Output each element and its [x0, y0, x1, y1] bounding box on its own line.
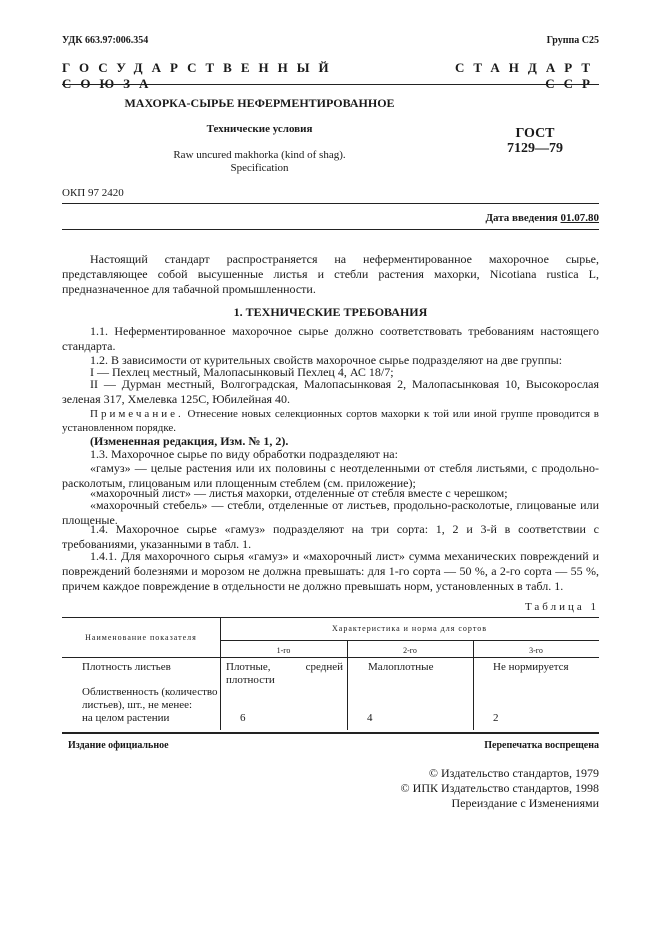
table-row-name: на целом растении [82, 712, 170, 724]
stem-definition: «махорочный стебель» — стебли, отделенные от листьев, продольно-расколотые, глицованые или площеные. [62, 498, 599, 527]
date-rule [62, 229, 599, 230]
table-col-name-header: Наименование показателя [85, 633, 197, 642]
footer-rule [62, 732, 599, 734]
introduction-date [485, 212, 599, 224]
okp-rule [62, 203, 599, 204]
clause-1-1: 1.1. Неферментированное махорочное сырье должно соответствовать требованиям настоящего стандарта. [62, 324, 599, 353]
clause-1-4: 1.4. Махорочное сырье «гамуз» подразделяют на три сорта: 1, 2 и 3-й в соответствии с требованиями, указанными в табл. 1. [62, 522, 599, 551]
table-cell: Плотные, средней плотности [226, 661, 343, 686]
gamuz-definition: «гамуз» — целые растения или их половины с неотделенными от стебля листьями, с продольно-расколотым, глицованым или площенным стеблем (см. приложение); [62, 461, 599, 490]
table-top-rule [62, 617, 599, 618]
gost-label: ГОСТ [515, 126, 555, 141]
document-subtitle: Технические условия [206, 123, 313, 135]
table-cell: 4 [367, 712, 373, 724]
table-group-rule [220, 640, 599, 641]
clause-1-4-1: 1.4.1. Для махорочного сырья «гамуз» и «махорочный лист» сумма механических повреждений и повреждений болезнями и морозом не должна превышать: для 1-го сорта — 50 %, а 2-го сорта — 55 %, причем каждое повреждение в отдельности не должно превышать норм, установленных в табл. 1. [62, 549, 599, 593]
table-cell: 2 [493, 712, 499, 724]
header-rule [62, 84, 599, 85]
leaf-definition: «махорочный лист» — листья махорки, отделенные от стебля вместе с черешком; [90, 486, 508, 500]
edition-note: (Измененная редакция, Изм. № 1, 2). [90, 434, 289, 448]
copyright-1998: © ИПК Издательство стандартов, 1998 [400, 781, 599, 795]
english-title-line2: Specification [230, 162, 289, 174]
english-title-line1: Raw uncured makhorka (kind of shag). [173, 149, 346, 161]
intro-paragraph: Настоящий стандарт распространяется на неферментированное махорочное сырье, представляющее собой высушенные листья и стебли растения махорки, Nicotiana rustica L, предназначенное для табачной промышленности. [62, 252, 599, 296]
note-label: Примечание. [90, 408, 184, 420]
table-row-name: Облиственность (количество листьев), шт., не менее: [82, 686, 218, 711]
gost-number: 7129—79 [507, 141, 563, 156]
copyright-1979: © Издательство стандартов, 1979 [428, 766, 599, 780]
clause-1-2: 1.2. В зависимости от курительных свойств махорочное сырье подразделяют на две группы: [90, 353, 563, 367]
gost-banner: ГОСУДАРСТВЕННЫЙ СТАНДАРТ СОЮЗА ССР [62, 60, 599, 91]
table-cell: Малоплотные [368, 661, 434, 673]
table-header-rule [62, 657, 599, 658]
reprint-notice: Перепечатка воспрещена [484, 740, 599, 751]
introduction-date-label: Дата введения [485, 212, 558, 224]
official-edition: Издание официальное [68, 740, 169, 751]
introduction-date-value: 01.07.80 [560, 212, 599, 224]
clause-1-3: 1.3. Махорочное сырье по виду обработки подразделяют на: [90, 447, 398, 461]
table-cell: 6 [240, 712, 246, 724]
group-code: Группа С25 [546, 35, 599, 46]
table-grade-2-header: 2-го [403, 646, 417, 655]
document-title: МАХОРКА-СЫРЬЕ НЕФЕРМЕНТИРОВАННОЕ [124, 96, 395, 110]
table-col-group-header: Характеристика и норма для сортов [332, 624, 487, 633]
group-one: I — Пехлец местный, Малопасынковый Пехлец 4, АС 18/7; [90, 365, 394, 379]
note [62, 407, 599, 435]
okp-code: ОКП 97 2420 [62, 187, 124, 199]
table-row-name: Плотность листьев [82, 661, 171, 673]
table-grade-1-header: 1-го [276, 646, 291, 655]
note-text: Отнесение новых селекционных сортов махорки к той или иной группе проводится в установленном порядке. [62, 408, 599, 434]
table-cell: Не нормируется [493, 661, 569, 673]
table-grade-3-header: 3-го [529, 646, 543, 655]
udk-code: УДК 663.97:006.354 [62, 35, 149, 46]
group-two: II — Дурман местный, Волгоградская, Малопасынковая 2, Малопасынковая 10, Высокорослая зеленая 317, Хмелевка 125С, Юбилейная 40. [62, 377, 599, 406]
section-heading: 1. ТЕХНИЧЕСКИЕ ТРЕБОВАНИЯ [233, 305, 428, 319]
table-caption: Таблица 1 [524, 601, 599, 613]
reissue-note: Переиздание с Изменениями [451, 796, 599, 810]
